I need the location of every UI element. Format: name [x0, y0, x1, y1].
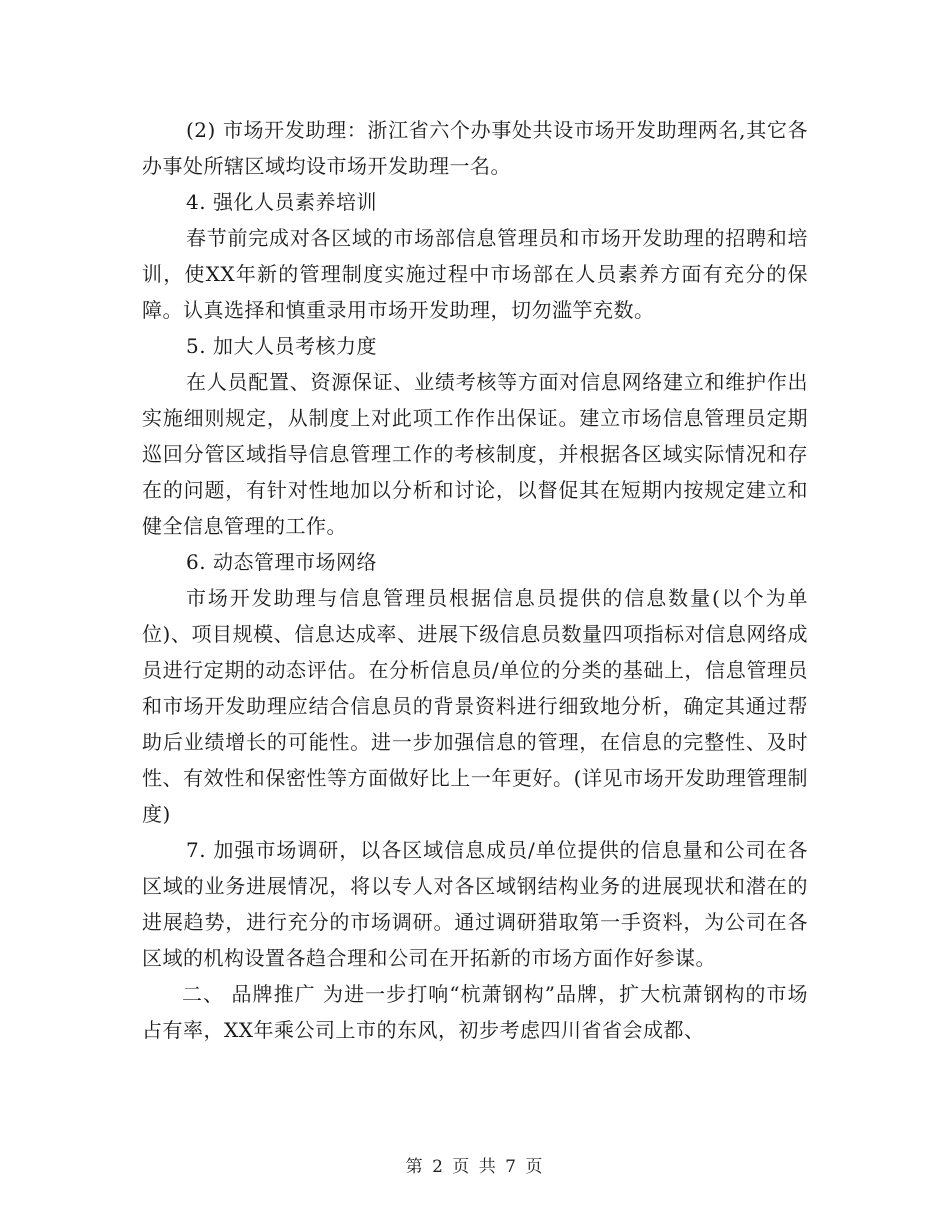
heading-network: 6. 动态管理市场网络 [186, 550, 377, 574]
document-body [142, 112, 808, 1048]
section-brand-promotion: 二、 品牌推广 为进一步打响“杭萧钢构”品牌，扩大杭萧钢构的市场占有率，XX年乘公司上市的东风，初步考虑四川省省会成都、 [142, 982, 808, 1042]
heading-assessment: 5. 加大人员考核力度 [186, 334, 377, 358]
paragraph-market-assistant: (2) 市场开发助理：浙江省六个办事处共设市场开发助理两名,其它各办事处所辖区域均设市场开发助理一名。 [142, 118, 808, 178]
paragraph-research: 7. 加强市场调研，以各区域信息成员/单位提供的信息量和公司在各区域的业务进展情况，将以专人对各区域钢结构业务的进展现状和潜在的进展趋势，进行充分的市场调研。通过调研猎取第一手资料，为公司在各区域的机构设置各趋合理和公司在开拓新的市场方面作好参谋。 [142, 838, 808, 970]
heading-training: 4. 强化人员素养培训 [186, 190, 377, 214]
paragraph-network: 市场开发助理与信息管理员根据信息员提供的信息数量(以个为单位)、项目规模、信息达成率、进展下级信息员数量四项指标对信息网络成员进行定期的动态评估。在分析信息员/单位的分类的基础上，信息管理员和市场开发助理应结合信息员的背景资料进行细致地分析，确定其通过帮助后业绩增长的可能性。进一步加强信息的管理，在信息的完整性、及时性、有效性和保密性等方面做好比上一年更好。(详见市场开发助理管理制度) [142, 586, 808, 826]
page-footer: 第 2 页 共 7 页 [405, 1157, 545, 1177]
paragraph-assessment: 在人员配置、资源保证、业绩考核等方面对信息网络建立和维护作出实施细则规定，从制度上对此项工作作出保证。建立市场信息管理员定期巡回分管区域指导信息管理工作的考核制度，并根据各区域实际情况和存在的问题，有针对性地加以分析和讨论，以督促其在短期内按规定建立和健全信息管理的工作。 [142, 370, 808, 538]
paragraph-training: 春节前完成对各区域的市场部信息管理员和市场开发助理的招聘和培训，使XX年新的管理制度实施过程中市场部在人员素养方面有充分的保障。认真选择和慎重录用市场开发助理，切勿滥竽充数。 [142, 226, 808, 322]
